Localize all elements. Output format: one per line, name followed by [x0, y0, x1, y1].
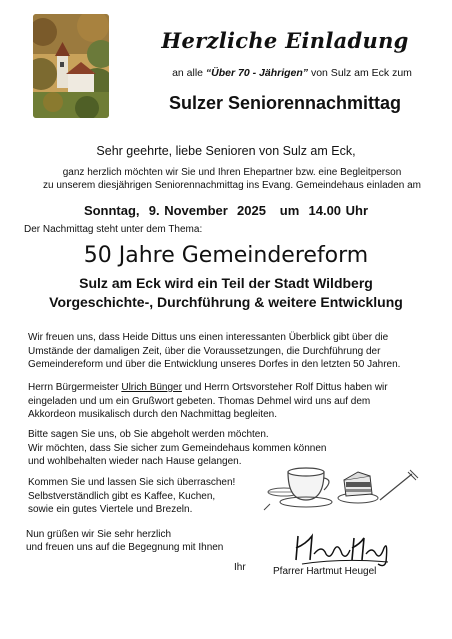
theme-intro: Der Nachmittag steht unter dem Thema:	[24, 224, 203, 235]
coffee-and-cake-sketch	[262, 452, 420, 514]
paragraph-line: eingeladen und um ein Grußwort gebeten. Thomas Dehmel wird uns auf dem	[28, 395, 371, 407]
paragraph-guests	[28, 381, 428, 422]
paragraph-line: Wir freuen uns, dass Heide Dittus uns einen interessanten Überblick gibt über die	[28, 332, 389, 343]
audience-prefix: an alle	[172, 67, 206, 79]
text-fragment: Herrn Bürgermeister	[28, 382, 122, 393]
paragraph-line: Wir möchten, dass Sie sicher zum Gemeindehaus kommen können	[28, 442, 327, 454]
handwritten-signature	[292, 530, 392, 570]
audience-age-group: “Über 70 - Jährigen”	[205, 67, 309, 79]
paragraph-line: Akkordeon musikalisch durch den Nachmittag begleiten.	[28, 409, 278, 420]
paragraph-line: Selbstverständlich gibt es Kaffee, Kuchen,	[28, 490, 216, 502]
invitation-text	[22, 166, 442, 192]
church-village-photo	[33, 14, 109, 118]
invitation-title: Herzliche Einladung	[161, 28, 409, 53]
paragraph-line: Bitte sagen Sie uns, ob Sie abgeholt werden möchten.	[28, 429, 269, 440]
closing	[26, 529, 223, 554]
closing-line: Nun grüßen wir Sie sehr herzlich	[26, 529, 172, 540]
paragraph-line: Umstände der damaligen Zeit, über die Voraussetzungen, die Durchführung der	[28, 345, 381, 357]
theme-headline: 50 Jahre Gemeindereform	[83, 243, 369, 268]
event-name: Sulzer Seniorennachmittag	[168, 93, 402, 113]
theme-subheadline-1: Sulz am Eck wird ein Teil der Stadt Wildberg	[79, 275, 373, 291]
invitation-line: zu unserem diesjährigen Seniorennachmittag ins Evang. Gemeindehaus einladen am	[42, 180, 421, 191]
paragraph-line: und wohlbehalten wieder nach Hause gelangen.	[28, 456, 242, 467]
paragraph-line	[28, 381, 428, 395]
text-fragment: und Herrn Ortsvorsteher Rolf Dittus haben wir	[181, 382, 388, 393]
closing-line: und freuen uns auf die Begegnung mit Ihnen	[26, 541, 224, 553]
theme-subheadline-2: Vorgeschichte-, Durchführung & weitere Entwicklung	[49, 294, 403, 310]
audience-line	[132, 67, 452, 79]
invitation-line: ganz herzlich möchten wir Sie und Ihren Ehepartner bzw. eine Begleitperson	[62, 167, 402, 178]
paragraph-line: Kommen Sie und lassen Sie sich überraschen!	[28, 477, 236, 488]
paragraph-speaker	[28, 331, 428, 372]
greeting: Sehr geehrte, liebe Senioren von Sulz am Eck,	[96, 144, 356, 158]
signer-name: Pfarrer Hartmut Heugel	[273, 566, 377, 577]
audience-suffix: von Sulz am Eck zum	[308, 67, 412, 79]
event-date-time: Sonntag, 9. November 2025 um 14.00 Uhr	[83, 203, 369, 218]
paragraph-line: Gemeindereform und über die Entwicklung unseres Dorfes in den letzten 50 Jahren.	[28, 359, 401, 370]
paragraph-line: sowie ein gutes Viertele und Brezeln.	[28, 504, 193, 515]
mayor-name: Ulrich Bünger	[121, 382, 182, 393]
salutation-ihr: Ihr	[234, 562, 246, 573]
